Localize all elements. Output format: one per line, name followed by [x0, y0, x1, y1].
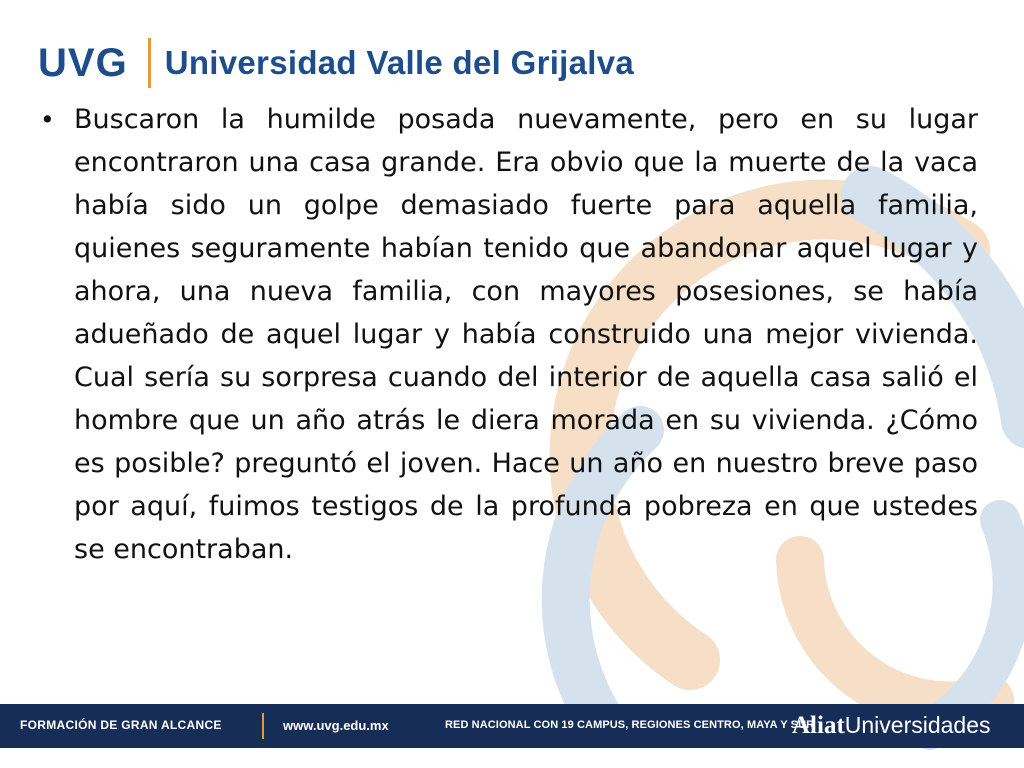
footer-website-link[interactable]: www.uvg.edu.mx: [283, 718, 389, 733]
bullet-icon: •: [40, 105, 55, 134]
aliat-logo-part2: Universidades: [844, 712, 991, 738]
content-area: [40, 98, 978, 571]
header: [38, 36, 634, 90]
aliat-universidades-logo: [792, 712, 991, 740]
header-divider: [148, 38, 151, 88]
footer-formacion: FORMACIÓN DE GRAN ALCANCE: [20, 718, 222, 732]
uvg-logo: UVG: [38, 40, 128, 85]
aliat-logo-part1: Aliat: [792, 712, 845, 739]
footer: [0, 704, 1024, 748]
body-paragraph: Buscaron la humilde posada nuevamente, pero en su lugar encontraron una casa grande. Era obvio que la muerte de la vaca había sido un golpe demasiado fuerte para aquella familia, quienes seguramente habían tenido que abandonar aquel lugar y ahora, una nueva familia, con mayores posesiones, se había adueñado de aquel lugar y había construido una mejor vivienda. Cual sería su sorpresa cuando del interior de aquella casa salió el hombre que un año atrás le diera morada en su vivienda. ¿Cómo es posible? preguntó el joven. Hace un año en nuestro breve paso por aquí, fuimos testigos de la profunda pobreza en que ustedes se encontraban.: [74, 104, 978, 565]
footer-divider: [262, 713, 264, 739]
footer-red-nacional: RED NACIONAL CON 19 CAMPUS, REGIONES CENTRO, MAYA Y SUR: [445, 719, 815, 731]
university-name: Universidad Valle del Grijalva: [164, 44, 635, 81]
